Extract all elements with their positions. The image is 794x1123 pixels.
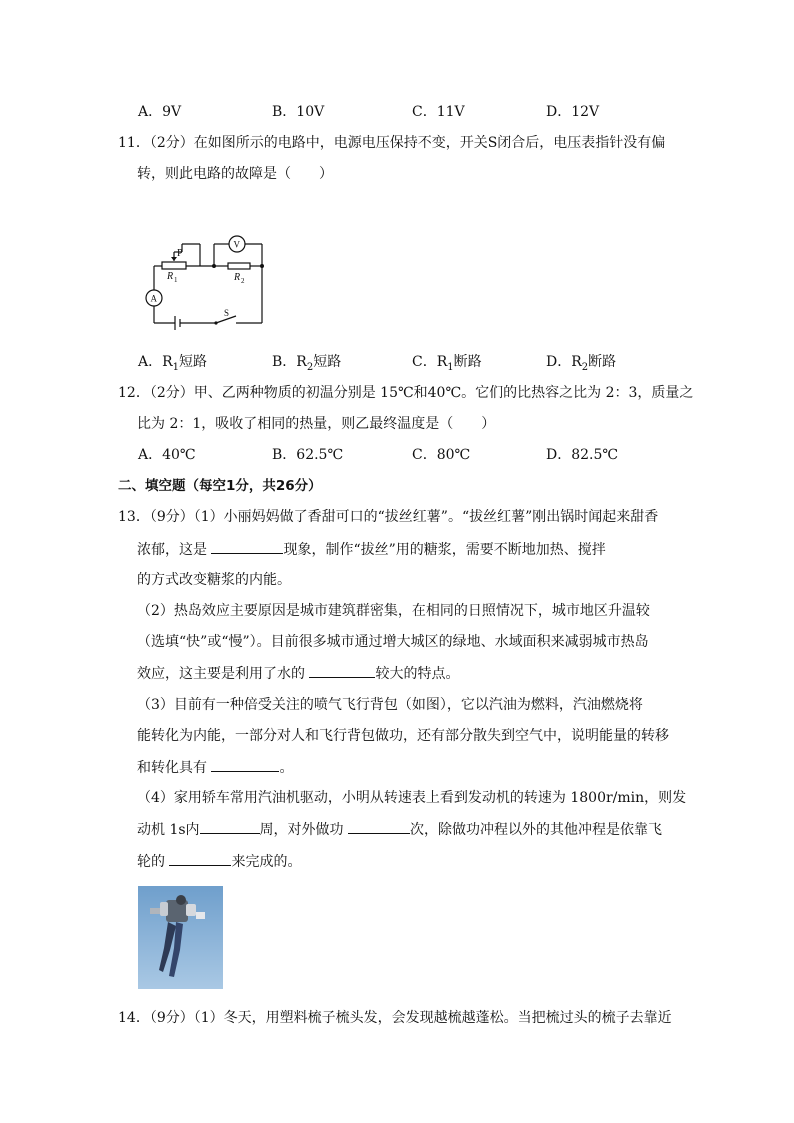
blank-2[interactable] (309, 663, 375, 678)
circuit-diagram (138, 232, 268, 332)
label-r1: R (167, 271, 174, 282)
q10-option-b: B．10V (272, 104, 325, 120)
q13-line-7: （3）目前有一种倍受关注的喷气飞行背包（如图），它以汽油为燃料，汽油燃烧将 (137, 697, 643, 713)
q11-option-b: B．$R_2$短路 (272, 354, 342, 373)
q13-line-10: （4）家用轿车常用汽油机驱动，小明从转速表上看到发动机的转速为 1800r/min，则发 (137, 790, 687, 806)
blank-3[interactable] (211, 757, 279, 772)
q10-option-a: A．9V (138, 104, 182, 120)
jetpack-photo (138, 886, 223, 989)
blank-1[interactable] (211, 539, 283, 554)
q12-option-d: D．82.5℃ (546, 447, 619, 463)
q12-option-a: A．40℃ (138, 447, 196, 463)
r1-resistor (162, 262, 186, 269)
q13-line-6: 效应，这主要是利用了水的 较大的特点。 (137, 663, 676, 684)
q11-option-a: A．$R_1$短路 (138, 354, 208, 373)
q10-option-c: C．11V (412, 104, 465, 120)
q12-option-b: B．62.5℃ (272, 447, 344, 463)
q11-option-d: D．$R_2$断路 (546, 354, 617, 373)
blank-6[interactable] (169, 851, 231, 866)
q11-line-2: 转，则此电路的故障是（ ） (137, 166, 333, 182)
q14-line-1: 14．（9分）（1）冬天，用塑料梳子梳头发，会发现越梳越蓬松。当把梳过头的梳子去靠近 (118, 1010, 672, 1026)
q13-line-2: 浓郁，这是 现象，制作“拔丝”用的糖浆，需要不断地加热、搅拌 (137, 539, 676, 560)
label-s: S (224, 308, 230, 318)
label-a: A (150, 293, 157, 304)
q13-line-11: 动机 1s内 周，对外做功 次，除做功冲程以外的其他冲程是依靠飞 (137, 819, 676, 840)
q11-option-c: C．$R_1$断路 (412, 354, 482, 373)
q13-line-3: 的方式改变糖浆的内能。 (137, 572, 291, 588)
blank-4[interactable] (200, 819, 260, 834)
q13-line-9: 和转化具有 。 (137, 757, 676, 778)
q12-line-1: 12．（2分）甲、乙两种物质的初温分别是 15℃和40℃。它们的比热容之比为 2：3，质量之 (118, 385, 694, 401)
q13-line-1: 13．（9分）（1）小丽妈妈做了香甜可口的“拔丝红薯”。“拔丝红薯”刚出锅时闻起来甜香 (118, 509, 659, 525)
q12-line-2: 比为 2：1，吸收了相同的热量，则乙最终温度是（ ） (137, 416, 496, 432)
q13-line-4: （2）热岛效应主要原因是城市建筑群密集，在相同的日照情况下，城市地区升温较 (137, 603, 650, 619)
label-p: P (177, 248, 183, 259)
r2-resistor (228, 263, 250, 269)
section-title: 二、填空题（每空1分，共26分） (118, 478, 322, 494)
q10-option-d: D．12V (546, 104, 600, 120)
q13-line-8: 能转化为内能，一部分对人和飞行背包做功，还有部分散失到空气中，说明能量的转移 (137, 728, 669, 744)
label-v: V (233, 239, 240, 250)
q12-option-c: C．80℃ (412, 447, 471, 463)
q11-line-1: 11．（2分）在如图所示的电路中，电源电压保持不变，开关S闭合后，电压表指针没有偏 (118, 135, 666, 151)
label-r2-sub: 2 (241, 277, 245, 285)
q13-line-5: （选填“快”或“慢”）。目前很多城市通过增大城区的绿地、水域面积来减弱城市热岛 (137, 634, 649, 650)
q13-line-12: 轮的 来完成的。 (137, 851, 676, 872)
label-r1-sub: 1 (174, 276, 178, 284)
label-r2: R (234, 272, 241, 283)
blank-5[interactable] (348, 819, 410, 834)
